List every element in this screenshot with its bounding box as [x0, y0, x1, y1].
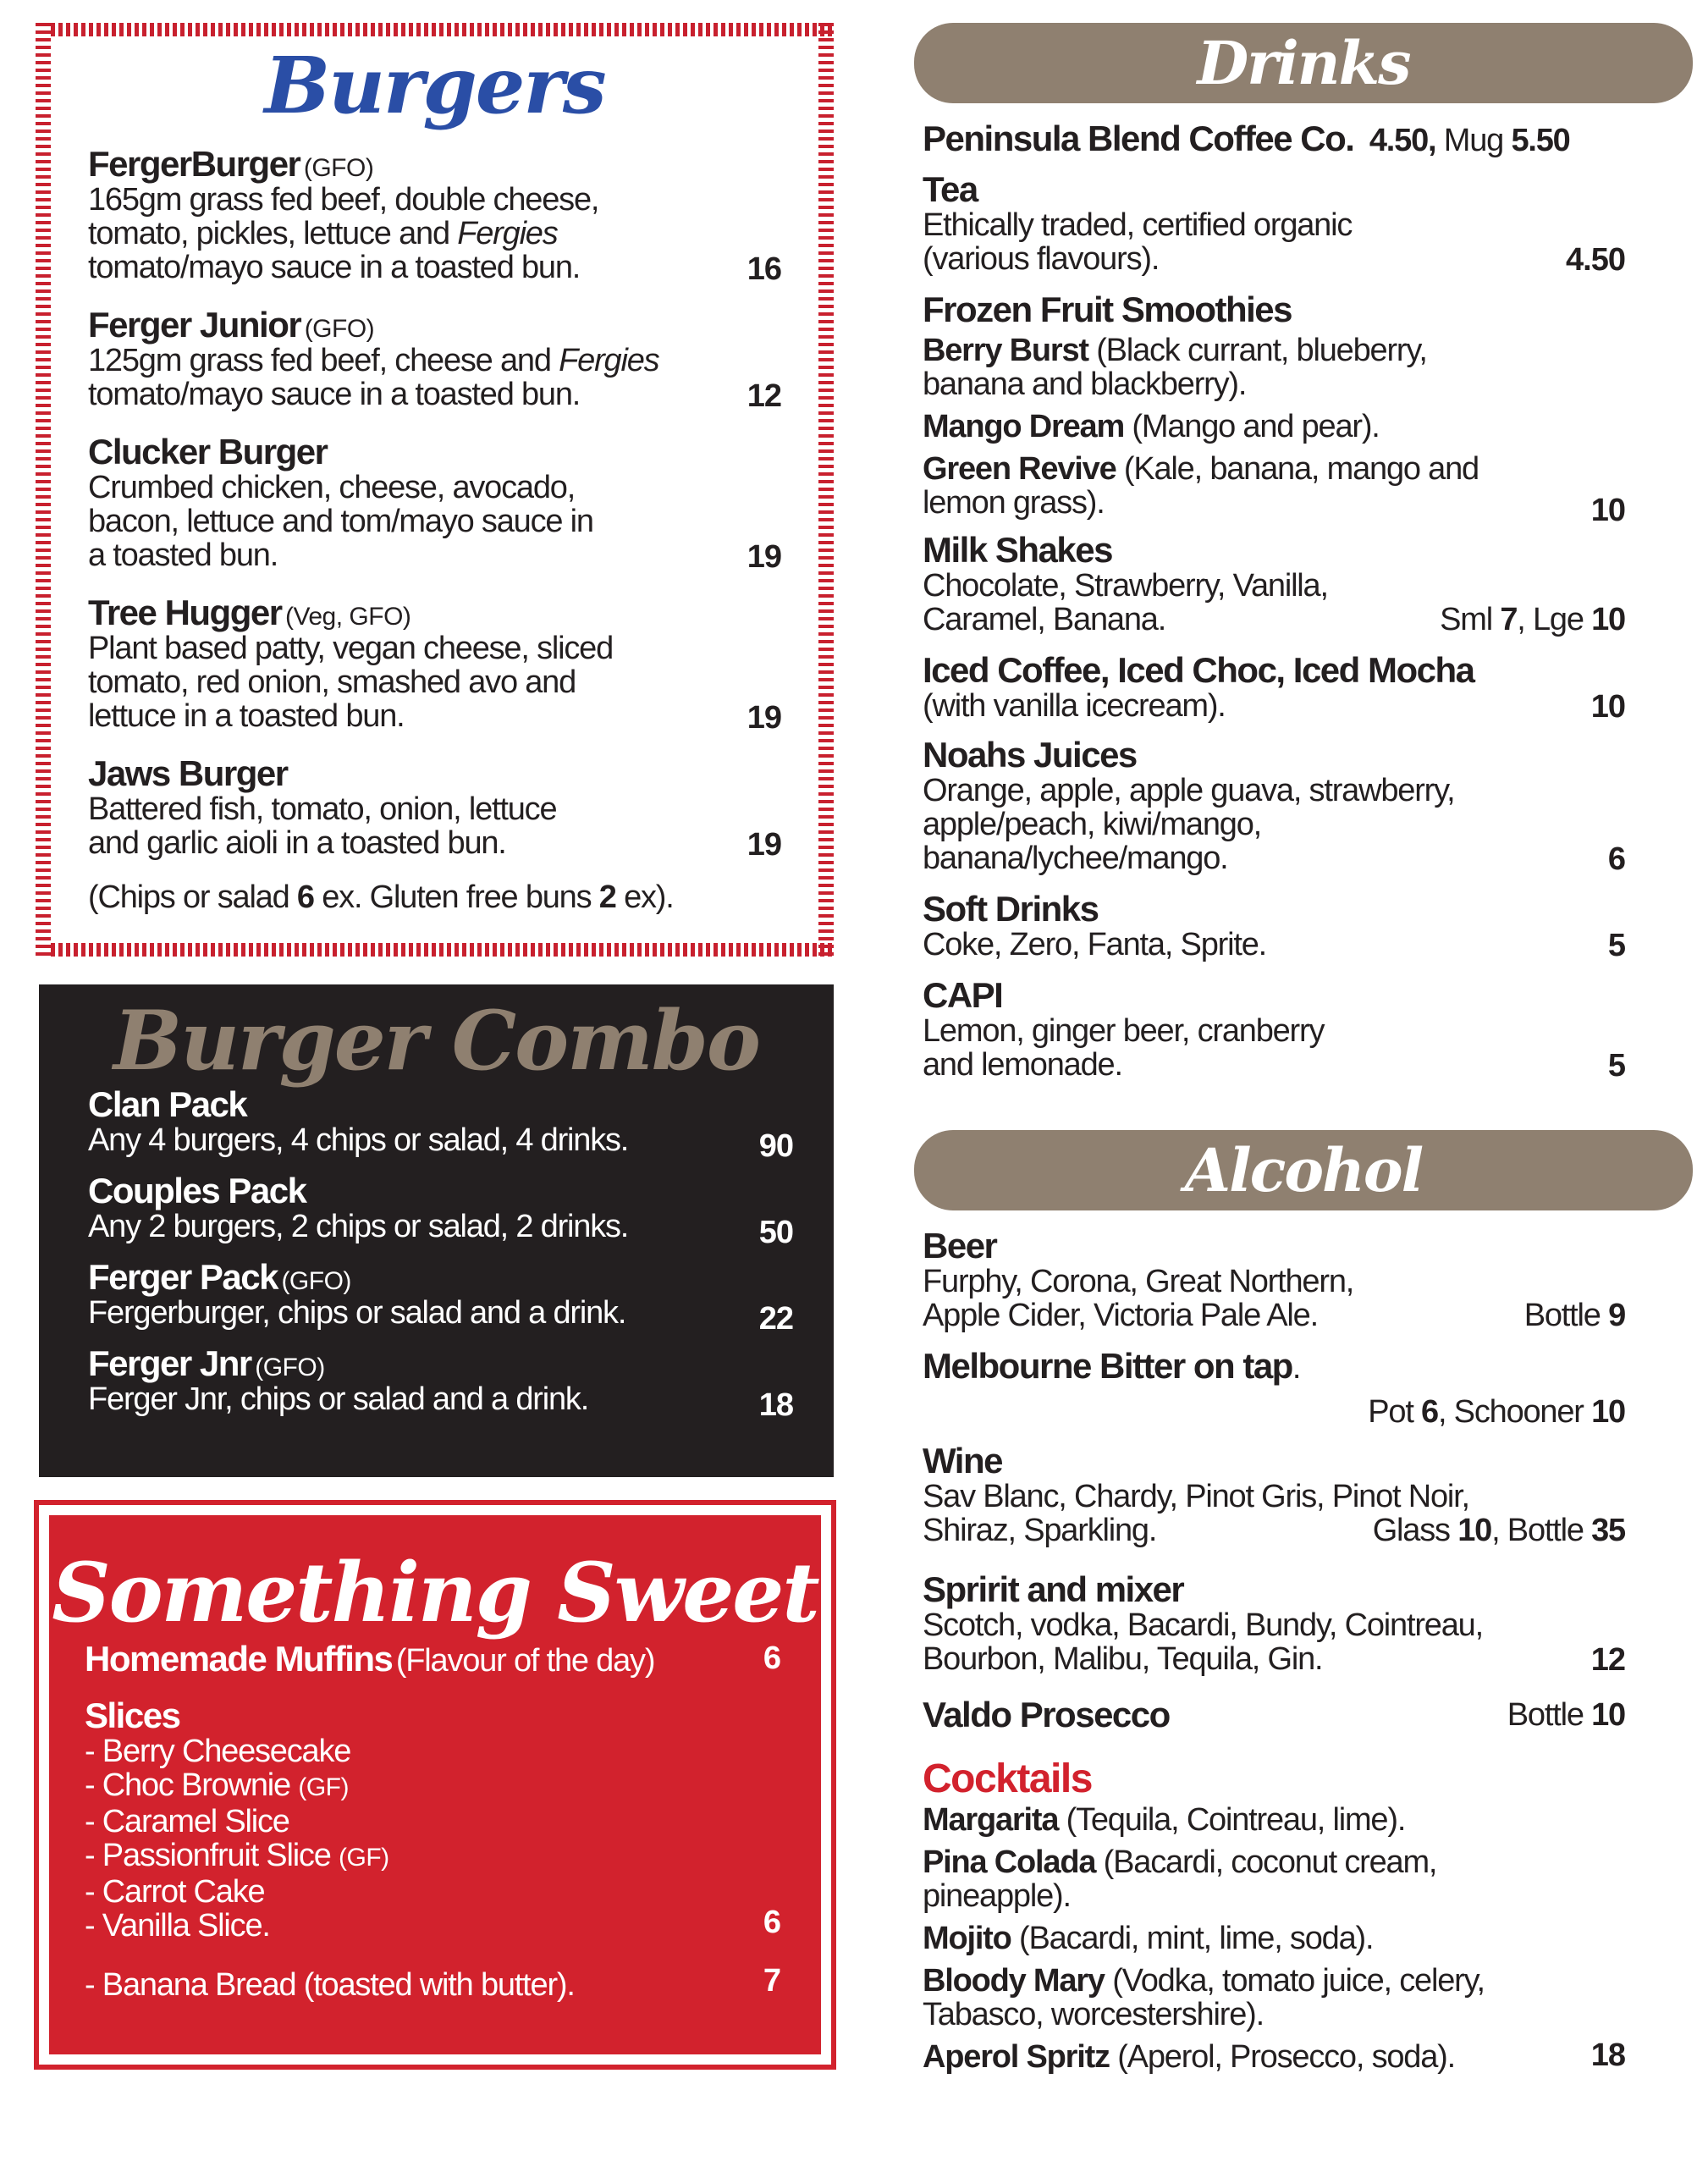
- item-price: 19: [747, 539, 781, 575]
- item-name: Wine: [923, 1441, 1002, 1481]
- item-desc: bacon, lettuce and tom/mayo sauce in: [88, 504, 593, 539]
- dashed-border-top: [51, 23, 834, 36]
- item-note: (Flavour of the day): [395, 1643, 655, 1679]
- slices-list: [85, 1697, 780, 2002]
- drink-tea: [923, 171, 1625, 291]
- item-price: 12: [747, 378, 781, 414]
- drink-capi: CAPI Lemon, ginger beer, cranberry and lemonade. 5: [923, 975, 1625, 1084]
- menu-item-jaws-burger: [88, 755, 834, 860]
- item-name: Jaws Burger: [88, 753, 288, 793]
- item-price: 19: [747, 700, 781, 736]
- item-name: Peninsula Blend Coffee Co.: [923, 119, 1354, 158]
- item-desc: Any 4 burgers, 4 chips or salad, 4 drinks.: [88, 1122, 629, 1158]
- item-price: 10: [1590, 689, 1625, 725]
- item-price: Bottle 9: [1523, 1298, 1625, 1333]
- item-note: (GFO): [303, 154, 374, 182]
- drink-soft: Soft Drinks Coke, Zero, Fanta, Sprite. 5: [923, 889, 1625, 963]
- slice-item: - Vanilla Slice.: [85, 1908, 270, 1944]
- item-note: (GFO): [304, 315, 375, 343]
- item-desc: Fergerburger, chips or salad and a drink.: [88, 1295, 626, 1331]
- item-name: Frozen Fruit Smoothies: [923, 289, 1292, 329]
- drinks-header: Drinks: [914, 23, 1693, 103]
- item-note: (Veg, GFO): [285, 603, 411, 631]
- menu-item-clucker-burger: [88, 433, 834, 572]
- burgers-title: Burgers: [264, 40, 605, 131]
- item-price: 7: [763, 1963, 780, 1999]
- item-desc: and garlic aioli in a toasted bun.: [88, 825, 506, 861]
- item-name: Homemade Muffins: [85, 1639, 393, 1679]
- item-name: Beer: [923, 1226, 997, 1265]
- item-price: 4.50: [1566, 242, 1625, 278]
- item-name: Ferger Junior: [88, 305, 301, 345]
- combo-title: Burger Combo: [113, 993, 759, 1089]
- item-name: FergerBurger: [88, 144, 300, 184]
- dashed-border-bottom: [51, 943, 834, 957]
- item-price: Sml 7, Lge 10: [1440, 602, 1625, 637]
- item-desc: Plant based patty, vegan cheese, sliced: [88, 631, 614, 666]
- cocktail-item: Mojito (Bacardi, mint, lime, soda).: [923, 1921, 1374, 1956]
- combo-item-ferger-jnr: [88, 1345, 793, 1431]
- alcohol-header: Alcohol: [914, 1130, 1693, 1210]
- item-name: Couples Pack: [88, 1171, 306, 1210]
- item-name: Valdo Prosecco: [923, 1695, 1170, 1734]
- combo-list: [88, 1086, 793, 1431]
- cocktails-heading: Cocktails: [923, 1756, 1092, 1801]
- alcohol-spirit: Spririt and mixer Scotch, vodka, Bacardi, Bundy, Cointreau, Bourbon, Malibu, Tequila, Gin. 12: [923, 1569, 1625, 1678]
- cocktail-item: Margarita (Tequila, Cointreau, lime).: [923, 1802, 1406, 1838]
- sweet-panel: [49, 1515, 821, 2054]
- item-price: Pot 6, Schooner 10: [1368, 1394, 1625, 1430]
- item-desc: Crumbed chicken, cheese, avocado,: [88, 470, 576, 505]
- item-price: 5: [1607, 928, 1625, 963]
- item-desc: Ethically traded, certified organic: [923, 207, 1353, 243]
- item-name: CAPI: [923, 975, 1003, 1015]
- alcohol-wine: Wine Sav Blanc, Chardy, Pinot Gris, Pinot Noir, Shiraz, Sparkling. Glass 10, Bottle 35: [923, 1441, 1625, 1548]
- cocktail-item: Pina Colada (Bacardi, coconut cream,: [923, 1844, 1437, 1880]
- slices-heading: Slices: [85, 1696, 180, 1735]
- item-price: 22: [758, 1301, 793, 1337]
- slice-item: - Passionfruit Slice (GF): [85, 1838, 389, 1873]
- item-desc: 165gm grass fed beef, double cheese,: [88, 182, 599, 218]
- item-desc: lettuce in a toasted bun.: [88, 698, 405, 734]
- burgers-footnote: (Chips or salad 6 ex. Gluten free buns 2 ex).: [88, 879, 674, 915]
- muffins-row: [85, 1640, 780, 1678]
- alcohol-tap: Melbourne Bitter on tap. Pot 6, Schooner 10: [923, 1346, 1625, 1430]
- item-price: 50: [758, 1215, 793, 1250]
- item-price: 18: [758, 1387, 793, 1423]
- cocktails: Cocktails Margarita (Tequila, Cointreau, lime). Pina Colada (Bacardi, coconut cream, pineapple). Mojito (Bacardi, mint, lime, soda). Bloody Mary (Vodka, tomato juice, celery, Tabasco, worcestershire). Aperol Spritz (Aperol, Prosecco, soda). 18: [923, 1756, 1625, 2075]
- cocktail-item: Aperol Spritz (Aperol, Prosecco, soda).: [923, 2039, 1455, 2075]
- item-name: Iced Coffee, Iced Choc, Iced Mocha: [923, 650, 1474, 690]
- alcohol-prosecco: [923, 1696, 1625, 1756]
- drink-coffee: Peninsula Blend Coffee Co. 4.50, Mug 5.50: [923, 119, 1570, 158]
- item-name: Tree Hugger: [88, 593, 282, 632]
- slice-item: - Choc Brownie (GF): [85, 1767, 349, 1803]
- item-price: 12: [1590, 1642, 1625, 1678]
- drink-iced: Iced Coffee, Iced Choc, Iced Mocha (with vanilla icecream). 10: [923, 650, 1625, 725]
- item-price: 5.50: [1511, 123, 1570, 158]
- alcohol-section: [923, 1227, 1625, 2074]
- menu-item-fergerburger: [88, 146, 834, 284]
- item-price: 4.50,: [1369, 123, 1436, 158]
- alcohol-beer: Beer Furphy, Corona, Great Northern, Apple Cider, Victoria Pale Ale. Bottle 9: [923, 1226, 1625, 1333]
- item-price: 6: [1607, 841, 1625, 877]
- slice-item: - Caramel Slice: [85, 1804, 289, 1839]
- item-name: Spririt and mixer: [923, 1569, 1184, 1609]
- combo-item-clan-pack: [88, 1086, 793, 1172]
- item-price: 6: [763, 1640, 780, 1676]
- drink-smoothies: Frozen Fruit Smoothies Berry Burst (Black currant, blueberry, banana and blackberry). Mango Dream (Mango and pear). Green Revive (Kale, banana, mango and lemon grass). 10: [923, 289, 1625, 528]
- something-sweet-section: [34, 1500, 836, 2070]
- item-price: 18: [1590, 2037, 1625, 2073]
- slice-item: - Berry Cheesecake: [85, 1734, 351, 1769]
- item-price: Bottle 10: [1507, 1697, 1625, 1733]
- item-desc: tomato, pickles, lettuce and Fergies: [88, 216, 558, 251]
- item-desc: Battered fish, tomato, onion, lettuce: [88, 791, 557, 827]
- item-price: 6: [763, 1905, 780, 1940]
- menu-item-tree-hugger: [88, 594, 834, 733]
- item-note: (GFO): [255, 1354, 325, 1381]
- burger-combo-section: [39, 984, 834, 1477]
- drink-milk-shakes: Milk Shakes Chocolate, Strawberry, Vanilla, Caramel, Banana. Sml 7, Lge 10: [923, 530, 1625, 637]
- item-name: Ferger Pack: [88, 1257, 278, 1297]
- drinks-section: [923, 120, 1625, 1097]
- burgers-section: [36, 23, 834, 957]
- combo-item-couples-pack: [88, 1172, 793, 1259]
- item-name: Soft Drinks: [923, 889, 1099, 929]
- item-name: Noahs Juices: [923, 735, 1137, 775]
- banana-bread-item: - Banana Bread (toasted with butter).: [85, 1967, 575, 2003]
- menu-item-ferger-junior: [88, 306, 834, 411]
- item-name: Milk Shakes: [923, 530, 1112, 570]
- slice-item: - Carrot Cake: [85, 1874, 265, 1910]
- item-price: 19: [747, 827, 781, 863]
- item-price: 10: [1590, 493, 1625, 528]
- item-price: 16: [747, 251, 781, 287]
- item-price: Glass 10, Bottle 35: [1372, 1513, 1625, 1548]
- sweet-title: Something Sweet: [52, 1545, 818, 1640]
- item-desc: tomato/mayo sauce in a toasted bun.: [88, 377, 581, 412]
- item-desc: Any 2 burgers, 2 chips or salad, 2 drinks.: [88, 1209, 629, 1244]
- item-desc: a toasted bun.: [88, 538, 278, 573]
- item-price: 5: [1607, 1048, 1625, 1084]
- item-desc: 125gm grass fed beef, cheese and Fergies: [88, 343, 659, 378]
- item-name: Tea: [923, 169, 978, 209]
- item-desc: tomato, red onion, smashed avo and: [88, 664, 576, 700]
- item-desc: tomato/mayo sauce in a toasted bun.: [88, 250, 581, 285]
- item-price: 90: [758, 1128, 793, 1164]
- item-name: Clan Pack: [88, 1084, 247, 1124]
- item-note: (GFO): [281, 1267, 351, 1295]
- item-desc: (various flavours).: [923, 241, 1160, 277]
- item-name: Clucker Burger: [88, 432, 328, 471]
- item-name: Melbourne Bitter on tap: [923, 1346, 1292, 1386]
- item-name: Ferger Jnr: [88, 1343, 251, 1383]
- combo-item-ferger-pack: [88, 1259, 793, 1345]
- cocktail-item: Bloody Mary (Vodka, tomato juice, celery,: [923, 1963, 1485, 1999]
- drink-juices: Noahs Juices Orange, apple, apple guava, strawberry, apple/peach, kiwi/mango, banana/lychee/mango. 6: [923, 735, 1625, 877]
- item-desc: Ferger Jnr, chips or salad and a drink.: [88, 1381, 589, 1417]
- dashed-border-left: [36, 23, 51, 957]
